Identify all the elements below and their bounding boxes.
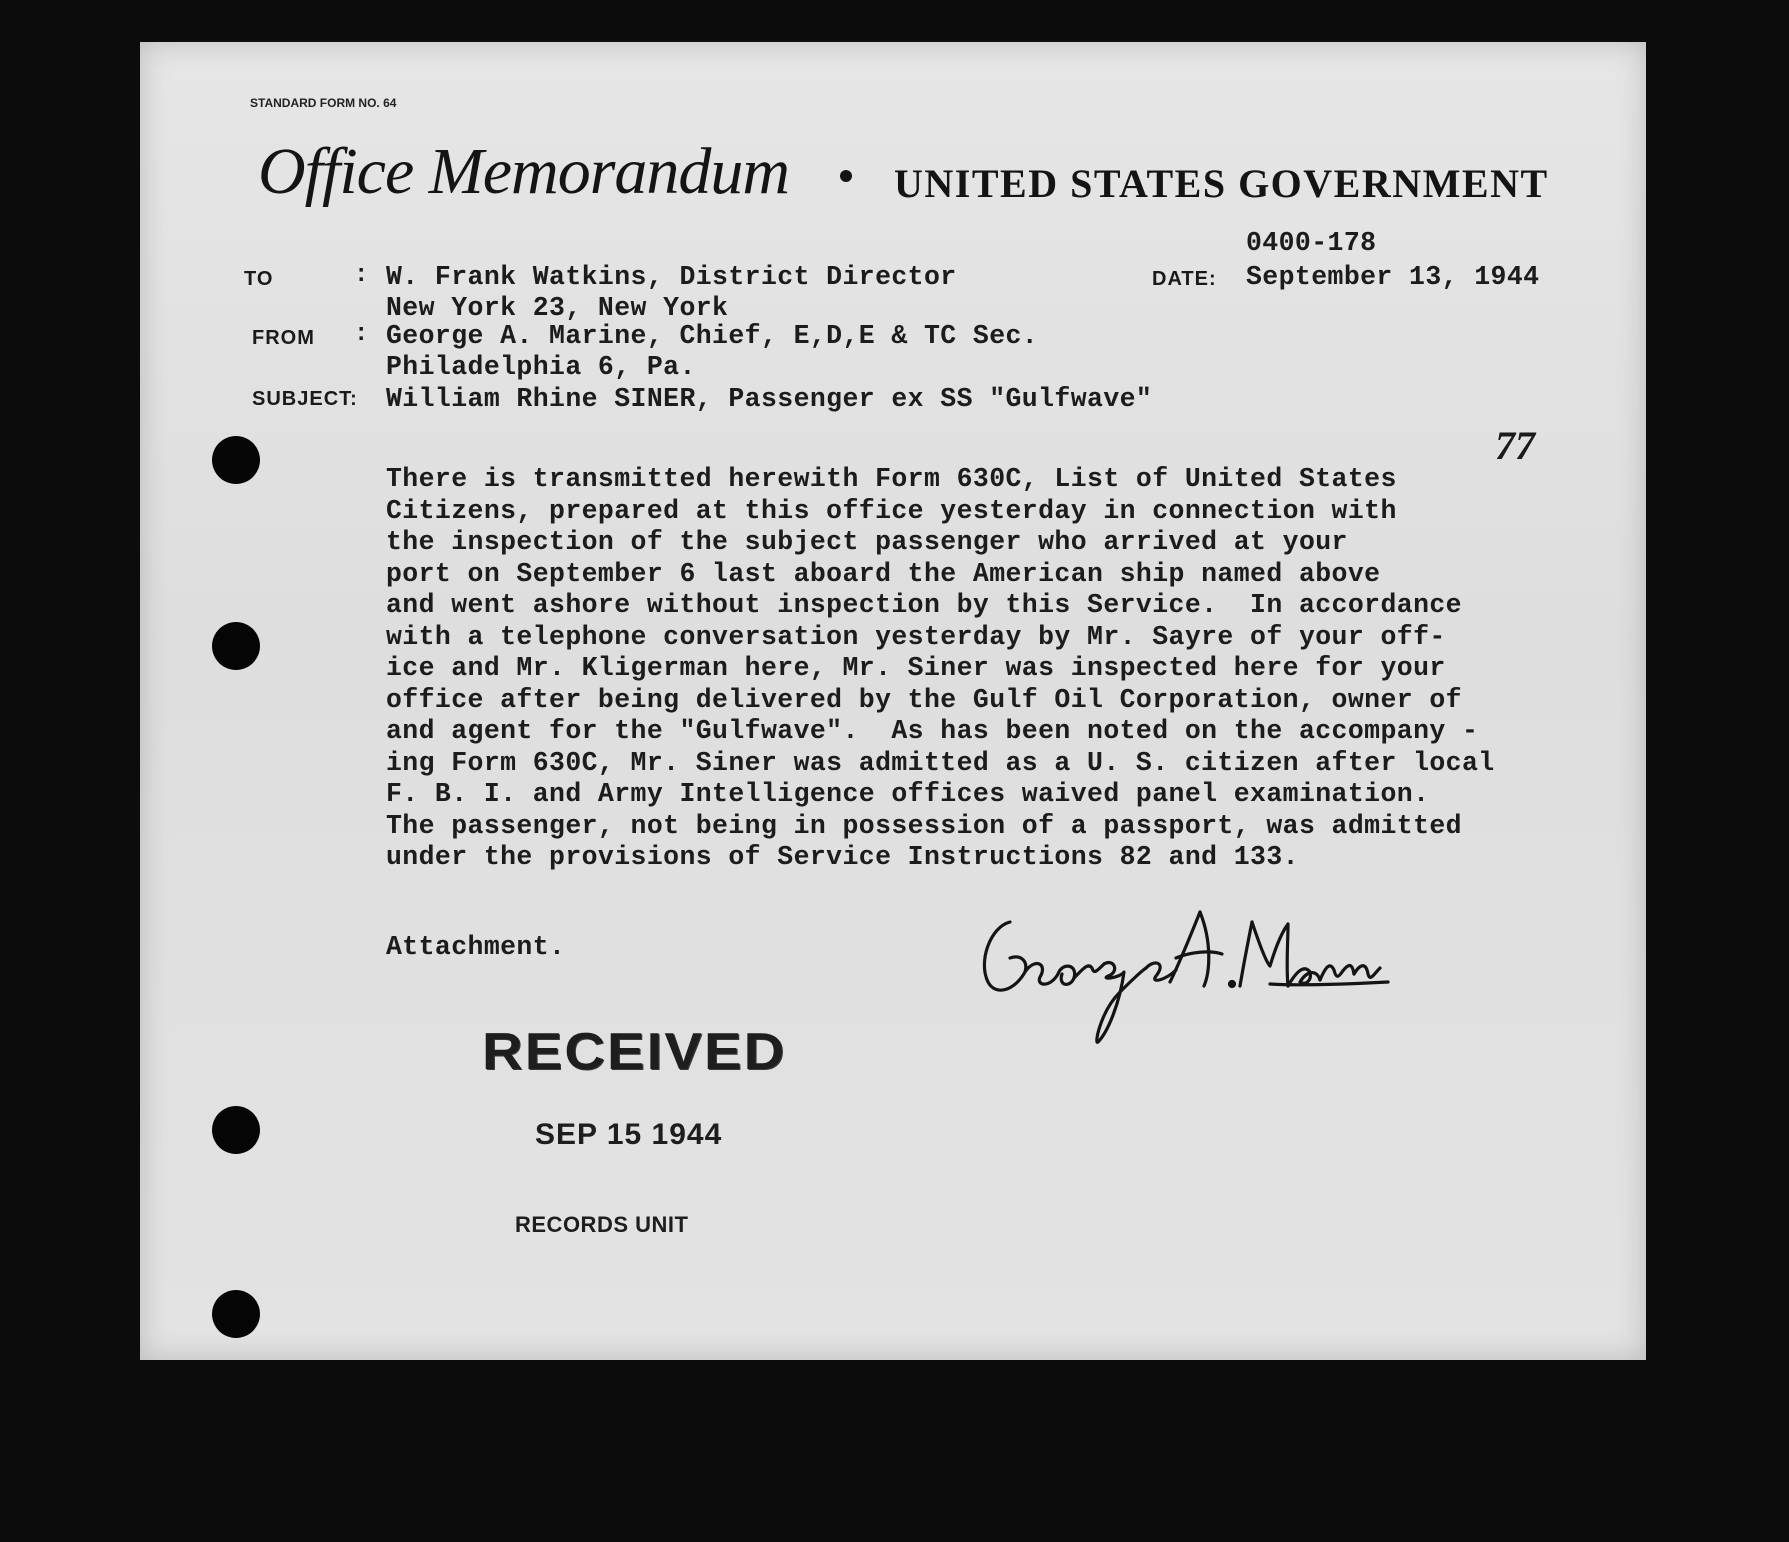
received-stamp-date: SEP 15 1944 [535, 1118, 723, 1151]
to-line-2: New York 23, New York [386, 293, 729, 323]
body-line: F. B. I. and Army Intelligence offices waived panel examination. [386, 779, 1430, 809]
subject-label: SUBJECT: [252, 388, 358, 410]
file-number: 0400-178 [1246, 228, 1377, 258]
memo-body [386, 464, 1516, 874]
body-line: and went ashore without inspection by this Service. In accordance [386, 590, 1462, 620]
date-label: DATE: [1152, 268, 1217, 290]
body-line: and agent for the "Gulfwave". As has been noted on the accompany - [386, 716, 1479, 746]
page-number-mark: 77 [1495, 423, 1535, 468]
date-value: September 13, 1944 [1246, 262, 1540, 292]
title-separator-bullet [840, 170, 852, 182]
government-title: UNITED STATES GOVERNMENT [894, 161, 1549, 206]
attachment-note: Attachment. [386, 932, 566, 962]
body-line: port on September 6 last aboard the American ship named above [386, 558, 1381, 589]
body-line: There is transmitted herewith Form 630C, List of United States [386, 464, 1397, 494]
from-label: FROM [252, 327, 315, 349]
body-line: under the provisions of Service Instructions 82 and 133. [386, 842, 1299, 872]
body-line: ice and Mr. Kligerman here, Mr. Siner was inspected here for your [386, 653, 1446, 683]
to-label: TO [244, 268, 274, 290]
from-colon: : [354, 321, 369, 348]
body-line: ing Form 630C, Mr. Siner was admitted as a U. S. citizen after local [386, 747, 1495, 778]
from-line-2: Philadelphia 6, Pa. [386, 352, 696, 382]
form-number: STANDARD FORM NO. 64 [250, 96, 397, 110]
punch-hole [212, 1290, 260, 1338]
punch-hole [212, 622, 260, 670]
subject-value: William Rhine SINER, Passenger ex SS "Gulfwave" [386, 384, 1153, 414]
body-line: the inspection of the subject passenger who arrived at your [386, 527, 1348, 557]
memo-title: Office Memorandum [258, 135, 790, 208]
body-line: The passenger, not being in possession of a passport, was admitted [386, 810, 1462, 841]
to-colon: : [354, 262, 369, 289]
body-line: Citizens, prepared at this office yesterday in connection with [386, 495, 1397, 526]
records-unit-stamp: RECORDS UNIT [515, 1212, 689, 1237]
handwritten-signature [970, 902, 1390, 1052]
punch-hole [212, 436, 260, 484]
memo-page [140, 42, 1646, 1360]
punch-hole [212, 1106, 260, 1154]
body-line: office after being delivered by the Gulf Oil Corporation, owner of [386, 684, 1462, 715]
received-stamp: RECEIVED [482, 1023, 787, 1081]
to-line-1: W. Frank Watkins, District Director [386, 262, 957, 292]
from-line-1: George A. Marine, Chief, E,D,E & TC Sec. [386, 321, 1039, 351]
body-line: with a telephone conversation yesterday by Mr. Sayre of your off- [386, 621, 1446, 652]
